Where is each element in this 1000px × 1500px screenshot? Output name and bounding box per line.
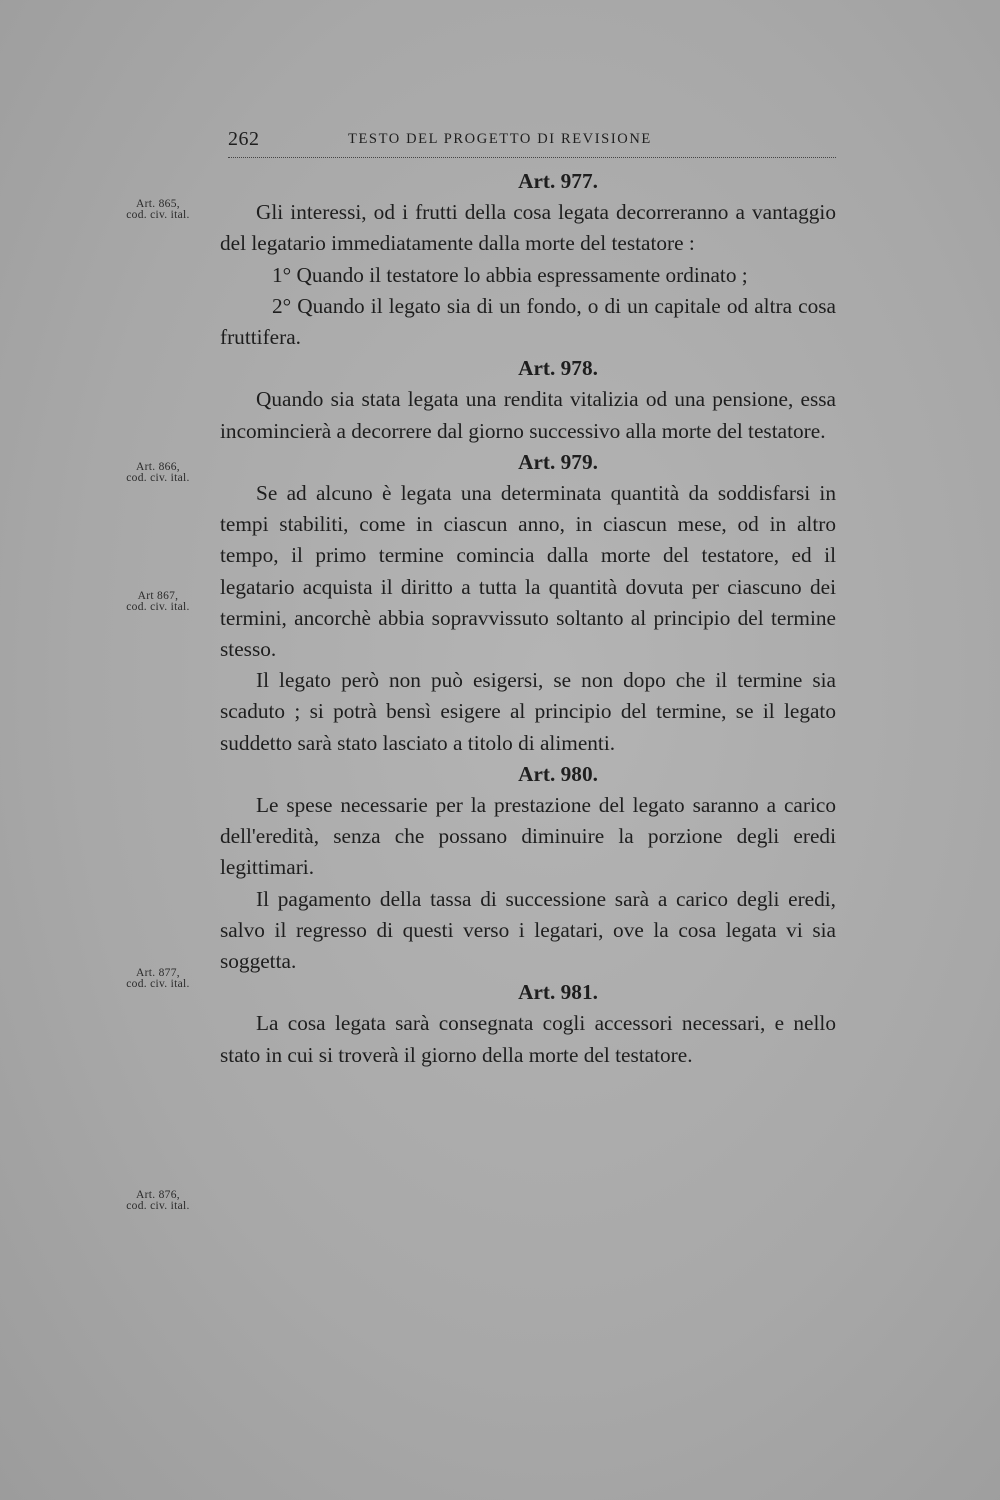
article-list-item: 1° Quando il testatore lo abbia espressamente ordinato ; <box>272 262 748 287</box>
margin-note-art-867 <box>112 591 204 613</box>
article-paragraph: Il legato però non può esigersi, se non dopo che il termine sia scaduto ; si potrà bensì esigere al principio del termine, se il legato suddetto sarà stato lasciato a titolo di alimenti. <box>220 668 836 755</box>
margin-note-line: Art. 877, <box>136 967 180 979</box>
running-title: TESTO DEL PROGETTO DI REVISIONE <box>348 131 652 147</box>
margin-note-art-877 <box>112 968 204 990</box>
article-979 <box>220 447 836 759</box>
article-paragraph: Il pagamento della tassa di successione sarà a carico degli eredi, salvo il regresso di questi verso i legatari, ove la cosa legata vi sia soggetta. <box>220 886 836 974</box>
article-paragraph: Se ad alcuno è legata una determinata quantità da soddisfarsi in tempi stabiliti, come in ciascun anno, in ciascun mese, od in altro tempo, il primo termine comincia dalla morte del testatore, ed il legatario acquista il diritto a tutta la quantità dovuta per ciascuno dei termini, ancorchè abbia sopravvissuto soltanto al principio del termine stesso. <box>220 481 836 662</box>
article-978 <box>220 353 836 447</box>
article-heading: Art. 979. <box>518 449 598 474</box>
article-heading: Art. 981. <box>518 980 598 1005</box>
article-heading: Art. 977. <box>518 169 598 193</box>
article-977 <box>220 166 836 353</box>
body-text <box>220 166 836 1071</box>
header-divider <box>228 157 836 158</box>
margin-note-line: Art 867, <box>137 590 179 602</box>
margin-note-art-876 <box>112 1190 204 1212</box>
margin-note-art-866 <box>112 462 204 484</box>
margin-note-line: cod. civ. ital. <box>126 472 190 484</box>
article-paragraph: La cosa legata sarà consegnata cogli accessori necessari, e nello stato in cui si troverà il giorno della morte del testatore. <box>220 1011 836 1067</box>
margin-note-line: cod. civ. ital. <box>126 601 190 613</box>
article-980 <box>220 759 836 977</box>
margin-note-line: Art. 865, <box>136 198 180 210</box>
margin-note-line: cod. civ. ital. <box>126 978 190 990</box>
article-981 <box>220 977 836 1071</box>
page-header <box>228 128 836 154</box>
page-number: 262 <box>228 128 260 150</box>
article-paragraph: Le spese necessarie per la prestazione del legato saranno a carico dell'eredità, senza che possano diminuire la porzione degli eredi legittimari. <box>220 793 836 880</box>
article-heading: Art. 980. <box>518 761 598 786</box>
article-heading: Art. 978. <box>518 356 598 381</box>
article-list-item: 2° Quando il legato sia di un fondo, o di un capitale od altra cosa fruttifera. <box>220 293 836 350</box>
margin-note-line: cod. civ. ital. <box>126 209 190 221</box>
article-paragraph: Quando sia stata legata una rendita vitalizia od una pensione, essa incomincierà a decorrere dal giorno successivo alla morte del testatore. <box>220 387 836 443</box>
margin-note-line: cod. civ. ital. <box>126 1200 190 1212</box>
margin-note-art-865 <box>112 199 204 221</box>
article-paragraph: Gli interessi, od i frutti della cosa legata decorreranno a vantaggio del legatario immediatamente dalla morte del testatore : <box>220 200 836 256</box>
margin-note-line: Art. 876, <box>136 1189 180 1201</box>
margin-note-line: Art. 866, <box>136 461 180 473</box>
